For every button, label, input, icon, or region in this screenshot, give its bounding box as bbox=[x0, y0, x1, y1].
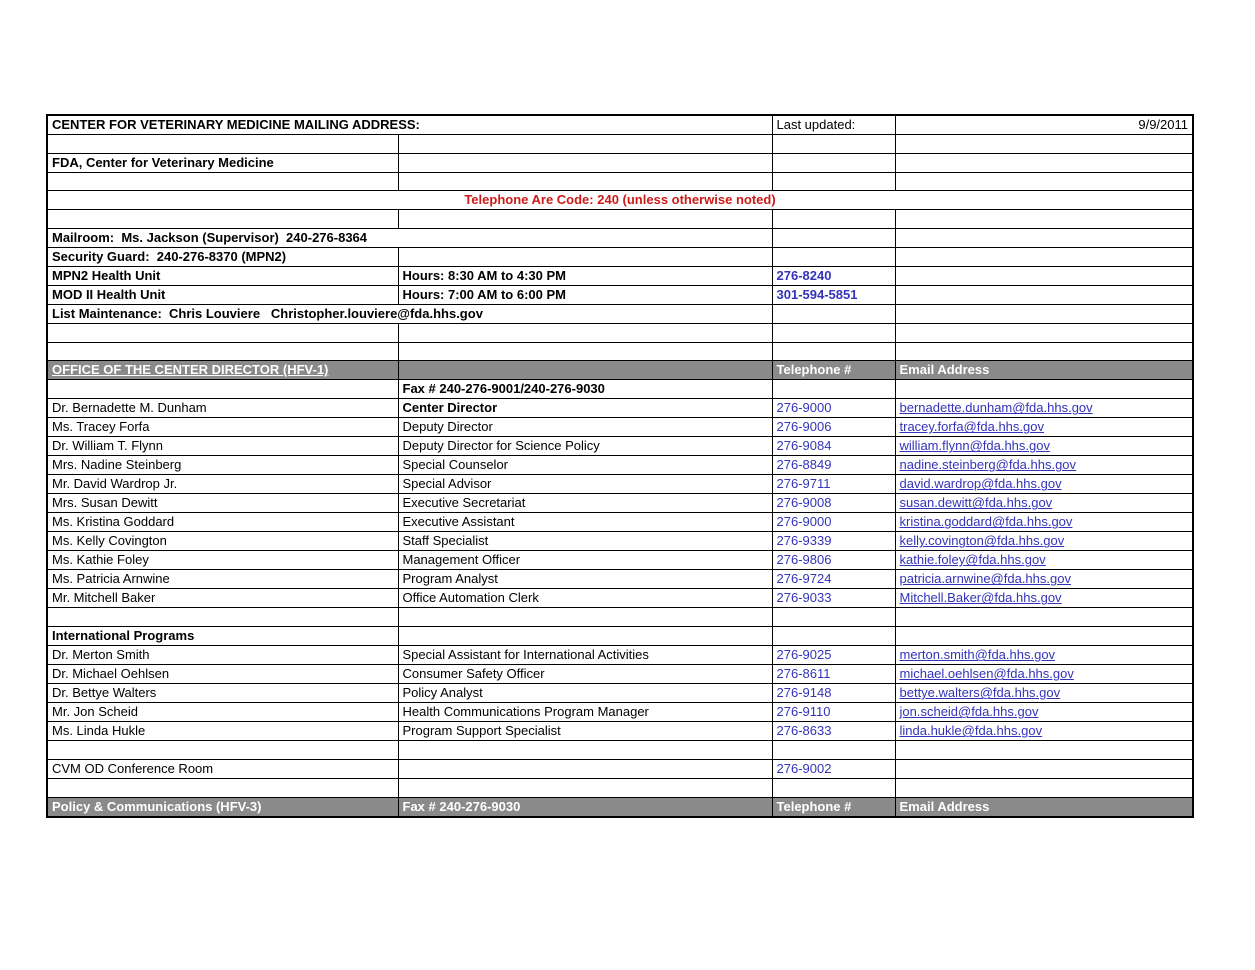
empty-cell bbox=[895, 210, 1193, 229]
area-code-notice: Telephone Are Code: 240 (unless otherwise noted) bbox=[47, 191, 1193, 210]
empty-cell bbox=[772, 172, 895, 191]
empty-cell bbox=[772, 135, 895, 154]
table-row bbox=[47, 513, 1193, 532]
title-cell: Executive Secretariat bbox=[398, 494, 772, 513]
title-cell: Center Director bbox=[398, 399, 772, 418]
email-link[interactable]: nadine.steinberg@fda.hhs.gov bbox=[895, 456, 1193, 475]
empty-cell bbox=[895, 759, 1193, 778]
empty-cell bbox=[895, 741, 1193, 760]
empty-cell bbox=[398, 759, 772, 778]
phone-number: 276-9000 bbox=[772, 513, 895, 532]
phone-number: 276-9000 bbox=[772, 399, 895, 418]
empty-cell bbox=[398, 608, 772, 627]
empty-cell bbox=[47, 342, 398, 361]
title-cell: Health Communications Program Manager bbox=[398, 703, 772, 722]
empty-cell bbox=[772, 153, 895, 172]
empty-cell bbox=[772, 627, 895, 646]
title-cell: Program Support Specialist bbox=[398, 722, 772, 741]
section-header-row bbox=[47, 361, 1193, 380]
title-cell: Hours: 8:30 AM to 4:30 PM bbox=[398, 267, 772, 286]
title-cell: Special Advisor bbox=[398, 475, 772, 494]
table-row bbox=[47, 286, 1193, 305]
empty-cell bbox=[772, 342, 895, 361]
empty-cell bbox=[772, 741, 895, 760]
phone-number: 276-8633 bbox=[772, 722, 895, 741]
empty-cell bbox=[47, 135, 398, 154]
table-row bbox=[47, 305, 1193, 324]
title-cell: Consumer Safety Officer bbox=[398, 665, 772, 684]
section-fax-number: Fax # 240-276-9030 bbox=[398, 797, 772, 817]
empty-cell bbox=[895, 153, 1193, 172]
empty-cell bbox=[398, 324, 772, 343]
email-link[interactable]: kathie.foley@fda.hhs.gov bbox=[895, 551, 1193, 570]
table-row bbox=[47, 722, 1193, 741]
table-row bbox=[47, 494, 1193, 513]
section-title: Policy & Communications (HFV-3) bbox=[47, 797, 398, 817]
empty-cell bbox=[895, 342, 1193, 361]
empty-cell bbox=[895, 286, 1193, 305]
phone-number: 276-9008 bbox=[772, 494, 895, 513]
email-link[interactable]: jon.scheid@fda.hhs.gov bbox=[895, 703, 1193, 722]
name-cell: CVM OD Conference Room bbox=[47, 759, 398, 778]
empty-cell bbox=[398, 778, 772, 797]
phone-number: 276-9025 bbox=[772, 646, 895, 665]
empty-cell bbox=[895, 172, 1193, 191]
table-row bbox=[47, 551, 1193, 570]
phone-number: 276-9339 bbox=[772, 532, 895, 551]
phone-number: 276-9148 bbox=[772, 684, 895, 703]
table-row bbox=[47, 210, 1193, 229]
table-row bbox=[47, 741, 1193, 760]
cvm-contact-table bbox=[46, 114, 1194, 818]
name-cell: Mr. Jon Scheid bbox=[47, 703, 398, 722]
empty-cell bbox=[47, 324, 398, 343]
table-row bbox=[47, 570, 1193, 589]
section-cell bbox=[398, 361, 772, 380]
table-row bbox=[47, 248, 1193, 267]
empty-cell bbox=[895, 778, 1193, 797]
empty-cell bbox=[895, 380, 1193, 399]
email-link[interactable]: kristina.goddard@fda.hhs.gov bbox=[895, 513, 1193, 532]
empty-cell bbox=[772, 210, 895, 229]
name-cell: Mrs. Susan Dewitt bbox=[47, 494, 398, 513]
table-row bbox=[47, 324, 1193, 343]
table-row bbox=[47, 191, 1193, 210]
title-cell: Program Analyst bbox=[398, 570, 772, 589]
empty-cell bbox=[398, 248, 772, 267]
empty-cell bbox=[398, 135, 772, 154]
empty-cell bbox=[772, 248, 895, 267]
email-link[interactable]: william.flynn@fda.hhs.gov bbox=[895, 437, 1193, 456]
empty-cell bbox=[772, 778, 895, 797]
name-cell: Dr. Bernadette M. Dunham bbox=[47, 399, 398, 418]
email-link[interactable]: patricia.arnwine@fda.hhs.gov bbox=[895, 570, 1193, 589]
table-row bbox=[47, 759, 1193, 778]
name-cell: Ms. Kelly Covington bbox=[47, 532, 398, 551]
empty-cell bbox=[47, 608, 398, 627]
empty-cell bbox=[398, 741, 772, 760]
name-cell: Mailroom: Ms. Jackson (Supervisor) 240-276-8364 bbox=[47, 229, 772, 248]
empty-cell bbox=[47, 380, 398, 399]
name-cell: Dr. Bettye Walters bbox=[47, 684, 398, 703]
empty-cell bbox=[398, 153, 772, 172]
name-cell: Mr. Mitchell Baker bbox=[47, 589, 398, 608]
email-link[interactable]: bernadette.dunham@fda.hhs.gov bbox=[895, 399, 1193, 418]
empty-cell bbox=[895, 267, 1193, 286]
telephone-column-header: Telephone # bbox=[772, 361, 895, 380]
empty-cell bbox=[47, 741, 398, 760]
table-row bbox=[47, 342, 1193, 361]
name-cell: Ms. Tracey Forfa bbox=[47, 418, 398, 437]
email-link[interactable]: Mitchell.Baker@fda.hhs.gov bbox=[895, 589, 1193, 608]
table-row bbox=[47, 589, 1193, 608]
telephone-column-header: Telephone # bbox=[772, 797, 895, 817]
name-cell: Ms. Linda Hukle bbox=[47, 722, 398, 741]
name-cell: FDA, Center for Veterinary Medicine bbox=[47, 153, 398, 172]
phone-number: 276-9806 bbox=[772, 551, 895, 570]
name-cell: Ms. Kathie Foley bbox=[47, 551, 398, 570]
phone-number: 276-9724 bbox=[772, 570, 895, 589]
phone-number: 276-8240 bbox=[772, 267, 895, 286]
title-cell: Office Automation Clerk bbox=[398, 589, 772, 608]
empty-cell bbox=[47, 778, 398, 797]
empty-cell bbox=[772, 229, 895, 248]
table-body bbox=[47, 115, 1193, 817]
table-row bbox=[47, 153, 1193, 172]
phone-number: 276-9006 bbox=[772, 418, 895, 437]
phone-number: 276-8611 bbox=[772, 665, 895, 684]
email-link[interactable]: linda.hukle@fda.hhs.gov bbox=[895, 722, 1193, 741]
table-row bbox=[47, 399, 1193, 418]
table-row bbox=[47, 532, 1193, 551]
email-link[interactable]: kelly.covington@fda.hhs.gov bbox=[895, 532, 1193, 551]
table-row bbox=[47, 267, 1193, 286]
name-cell: Ms. Kristina Goddard bbox=[47, 513, 398, 532]
title-cell: Special Counselor bbox=[398, 456, 772, 475]
table-row bbox=[47, 115, 1193, 135]
empty-cell bbox=[895, 305, 1193, 324]
empty-cell bbox=[895, 229, 1193, 248]
title-cell: Special Assistant for International Activities bbox=[398, 646, 772, 665]
name-cell: Dr. Merton Smith bbox=[47, 646, 398, 665]
title-cell: Deputy Director for Science Policy bbox=[398, 437, 772, 456]
empty-cell bbox=[398, 342, 772, 361]
table-row bbox=[47, 456, 1193, 475]
table-row bbox=[47, 418, 1193, 437]
title-cell: Staff Specialist bbox=[398, 532, 772, 551]
empty-cell bbox=[398, 627, 772, 646]
table-row bbox=[47, 172, 1193, 191]
email-link[interactable]: david.wardrop@fda.hhs.gov bbox=[895, 475, 1193, 494]
empty-cell bbox=[772, 324, 895, 343]
empty-cell bbox=[772, 380, 895, 399]
name-cell: MOD II Health Unit bbox=[47, 286, 398, 305]
email-link[interactable]: susan.dewitt@fda.hhs.gov bbox=[895, 494, 1193, 513]
name-cell: Security Guard: 240-276-8370 (MPN2) bbox=[47, 248, 398, 267]
phone-number: 276-9084 bbox=[772, 437, 895, 456]
email-link[interactable]: bettye.walters@fda.hhs.gov bbox=[895, 684, 1193, 703]
empty-cell bbox=[895, 608, 1193, 627]
empty-cell bbox=[47, 172, 398, 191]
table-row bbox=[47, 778, 1193, 797]
table-row bbox=[47, 627, 1193, 646]
table-row bbox=[47, 229, 1193, 248]
name-cell: Mr. David Wardrop Jr. bbox=[47, 475, 398, 494]
table-row bbox=[47, 646, 1193, 665]
table-row bbox=[47, 608, 1193, 627]
name-cell: Mrs. Nadine Steinberg bbox=[47, 456, 398, 475]
last-updated-label: Last updated: bbox=[772, 115, 895, 135]
title-cell: Policy Analyst bbox=[398, 684, 772, 703]
name-cell: Dr. William T. Flynn bbox=[47, 437, 398, 456]
phone-number: 301-594-5851 bbox=[772, 286, 895, 305]
empty-cell bbox=[895, 627, 1193, 646]
empty-cell bbox=[895, 248, 1193, 267]
table-row bbox=[47, 703, 1193, 722]
name-cell: MPN2 Health Unit bbox=[47, 267, 398, 286]
section-header-row bbox=[47, 797, 1193, 817]
table-row bbox=[47, 665, 1193, 684]
email-column-header: Email Address bbox=[895, 361, 1193, 380]
email-link[interactable]: merton.smith@fda.hhs.gov bbox=[895, 646, 1193, 665]
title-cell: Executive Assistant bbox=[398, 513, 772, 532]
empty-cell bbox=[895, 324, 1193, 343]
title-cell: Fax # 240-276-9001/240-276-9030 bbox=[398, 380, 772, 399]
name-cell: International Programs bbox=[47, 627, 398, 646]
section-title: OFFICE OF THE CENTER DIRECTOR (HFV-1) bbox=[47, 361, 398, 380]
table-row bbox=[47, 437, 1193, 456]
title-cell: Deputy Director bbox=[398, 418, 772, 437]
name-cell: Ms. Patricia Arnwine bbox=[47, 570, 398, 589]
phone-number: 276-9110 bbox=[772, 703, 895, 722]
empty-cell bbox=[895, 135, 1193, 154]
empty-cell bbox=[398, 210, 772, 229]
name-cell: Dr. Michael Oehlsen bbox=[47, 665, 398, 684]
title-cell: Hours: 7:00 AM to 6:00 PM bbox=[398, 286, 772, 305]
document-title: CENTER FOR VETERINARY MEDICINE MAILING ADDRESS: bbox=[47, 115, 772, 135]
phone-number: 276-8849 bbox=[772, 456, 895, 475]
phone-number: 276-9711 bbox=[772, 475, 895, 494]
phone-number: 276-9033 bbox=[772, 589, 895, 608]
empty-cell bbox=[398, 172, 772, 191]
email-link[interactable]: tracey.forfa@fda.hhs.gov bbox=[895, 418, 1193, 437]
table-row bbox=[47, 475, 1193, 494]
email-column-header: Email Address bbox=[895, 797, 1193, 817]
empty-cell bbox=[772, 305, 895, 324]
phone-number: 276-9002 bbox=[772, 759, 895, 778]
empty-cell bbox=[47, 210, 398, 229]
name-cell: List Maintenance: Chris Louviere Christopher.louviere@fda.hhs.gov bbox=[47, 305, 772, 324]
table-row bbox=[47, 135, 1193, 154]
table-row bbox=[47, 684, 1193, 703]
title-cell: Management Officer bbox=[398, 551, 772, 570]
table-row bbox=[47, 380, 1193, 399]
last-updated-date: 9/9/2011 bbox=[895, 115, 1193, 135]
email-link[interactable]: michael.oehlsen@fda.hhs.gov bbox=[895, 665, 1193, 684]
empty-cell bbox=[772, 608, 895, 627]
